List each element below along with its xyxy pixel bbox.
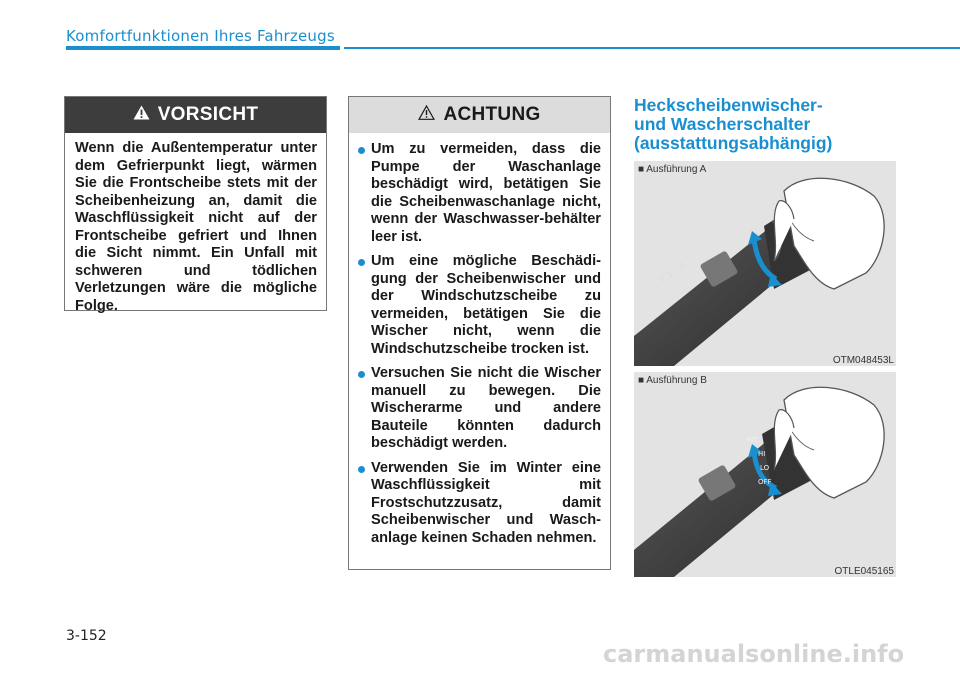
notice-box	[348, 96, 611, 570]
warning-triangle-icon	[418, 104, 435, 126]
caution-header	[65, 97, 326, 133]
figure-code: OTLE045165	[834, 566, 894, 577]
wiper-stalk-illustration	[634, 372, 896, 577]
rear-wiper-heading: Heckscheibenwischer- und Wascherschalter (ausstattungsabhängig)	[634, 95, 833, 153]
list-item: Versuchen Sie nicht die Wischer manuell zu bewegen. Die Wischerarme und andere Bauteile könnten dadurch beschädigt werden.	[357, 365, 601, 453]
figure-label: ■ Ausführung A	[638, 164, 707, 175]
caution-title: VORSICHT	[157, 104, 259, 125]
bullet-icon	[358, 371, 365, 378]
figure-variant-a	[634, 161, 896, 366]
svg-text:INT: INT	[746, 436, 758, 444]
warning-triangle-icon	[133, 104, 150, 126]
section-title: Komfortfunktionen Ihres Fahrzeugs	[66, 27, 335, 45]
section-rule-left	[66, 46, 340, 50]
bullet-icon	[358, 466, 365, 473]
list-item: Um zu vermeiden, dass die Pumpe der Waschanlage beschädigt wird, betätigen Sie die Scheibenwaschanlage nicht, wenn der Waschwasser-behälter leer ist.	[357, 141, 601, 246]
svg-text:2 1 - 0: 2 1 - 0	[657, 260, 688, 286]
wiper-stalk-illustration	[634, 161, 896, 366]
svg-text:OFF: OFF	[758, 478, 772, 486]
list-item: Verwenden Sie im Winter eine Waschflüssigkeit mit Frostschutzzusatz, damit Scheibenwischer und Wasch-anlage keinen Schaden nehmen.	[357, 460, 601, 548]
figure-variant-b	[634, 372, 896, 577]
bullet-icon	[358, 147, 365, 154]
figure-label: ■ Ausführung B	[638, 375, 707, 386]
figure-code: OTM048453L	[832, 355, 894, 366]
notice-title: ACHTUNG	[443, 104, 541, 125]
section-rule-right	[344, 47, 960, 49]
notice-list	[357, 141, 601, 547]
page-number: 3-152	[66, 628, 107, 644]
caution-text: Wenn die Außentemperatur unter dem Gefrierpunkt liegt, wärmen Sie die Frontscheibe stets mit der Scheibenheizung an, damit die Waschflüssigkeit nicht auf der Frontscheibe gefriert und Ihnen die Sicht nimmt. Ein Unfall mit schweren und tödlichen Verletzungen wäre die mögliche Folge.	[75, 140, 317, 314]
list-item: Um eine mögliche Beschädi-gung der Scheibenwischer und der Windschutzscheibe zu vermeiden, betätigen Sie die Wischer nicht, wenn die Windschutzscheibe trocken ist.	[357, 253, 601, 358]
watermark: carmanualsonline.info	[603, 640, 905, 668]
notice-header	[349, 97, 610, 133]
svg-text:HI: HI	[758, 450, 766, 458]
svg-text:LO: LO	[760, 464, 770, 472]
caution-box	[64, 96, 327, 314]
bullet-icon	[358, 259, 365, 266]
